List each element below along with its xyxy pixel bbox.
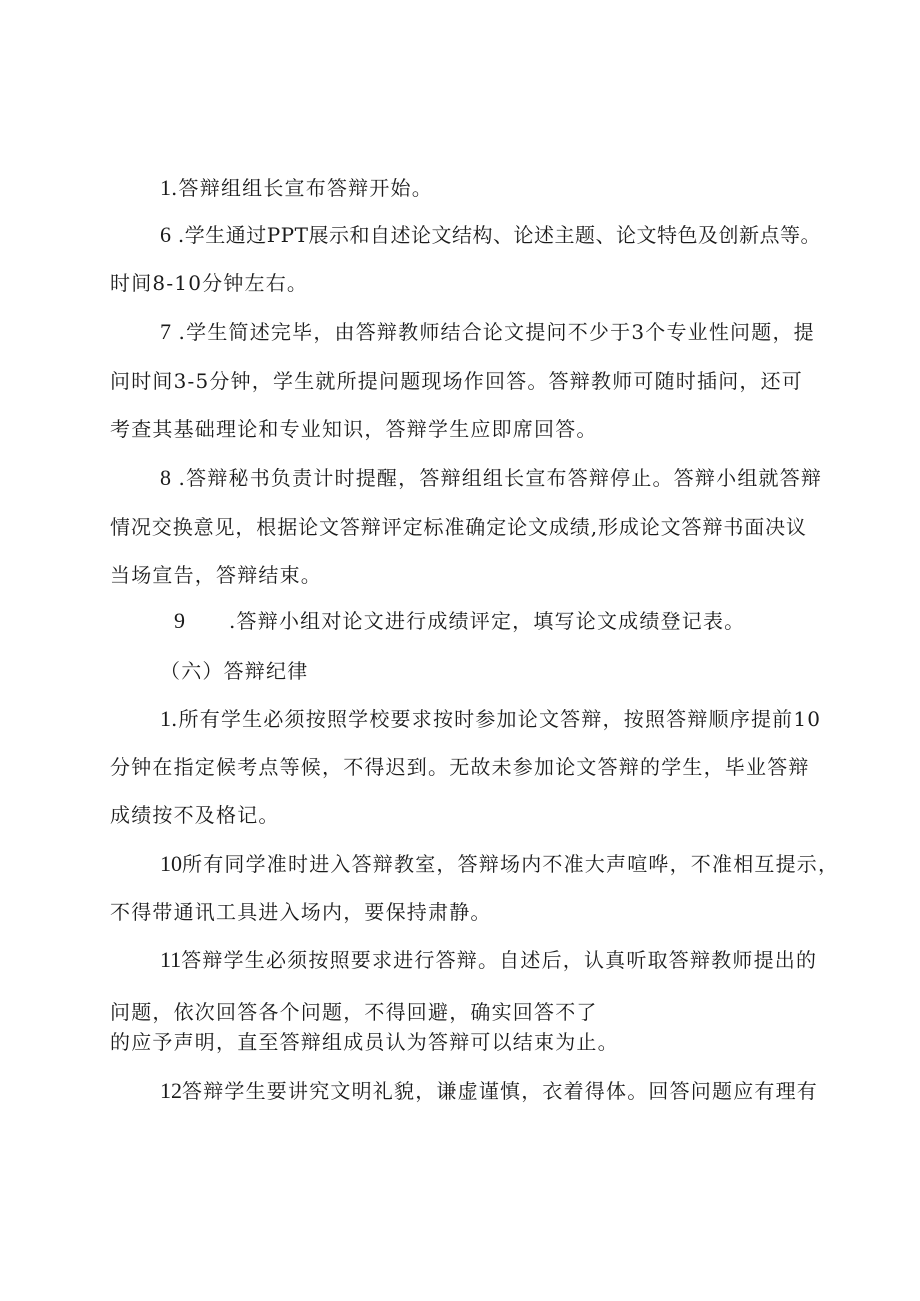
rule-text: 答辩学生必须按照要求进行答辩。自述后，认真听取答辩教师提出的	[181, 948, 818, 972]
rule-11-continuation-1: 问题，依次回答各个问题，不得回避，确实回答不了	[110, 1000, 598, 1024]
item-6	[160, 221, 821, 249]
rule-number: 11	[160, 947, 182, 972]
item-1	[160, 174, 433, 202]
rule-10	[160, 850, 839, 878]
rule-text: .所有学生必须按照学校要求按时参加论文答辩，按照答辩顺序提前10	[171, 707, 822, 731]
item-text: .学生简述完毕，由答辩教师结合论文提问不少于3个专业性问题，提	[171, 320, 815, 344]
rule-12	[160, 1077, 818, 1105]
item-7-continuation-1: 问时间3-5分钟，学生就所提问题现场作回答。答辩教师可随时插问，还可	[110, 369, 804, 393]
item-number: 7	[160, 319, 171, 344]
rule-text: 答辩学生要讲究文明礼貌，谦虚谨慎，衣着得体。回答问题应有理有	[182, 1079, 818, 1103]
rule-11-continuation-2: 的应予声明，直至答辩组成员认为答辩可以结束为止。	[110, 1030, 619, 1054]
item-6-continuation: 时间8-10分钟左右。	[110, 271, 309, 295]
rule-number: 12	[160, 1078, 182, 1103]
item-8-continuation-1: 情况交换意见，根据论文答辩评定标准确定论文成绩,形成论文答辩书面决议	[110, 515, 807, 539]
section-title: （六）答辩纪律	[160, 659, 309, 683]
item-number: 6	[160, 222, 171, 247]
item-7-continuation-2: 考查其基础理论和专业知识，答辩学生应即席回答。	[110, 417, 598, 441]
item-number: 9	[174, 608, 185, 633]
item-8	[160, 464, 822, 492]
item-text: .答辩秘书负责计时提醒，答辩组组长宣布答辩停止。答辩小组就答辩	[171, 466, 823, 490]
item-7	[160, 318, 815, 346]
item-number: 8	[160, 465, 171, 490]
rule-number: 10	[160, 851, 182, 876]
rule-text: 所有同学准时进入答辩教室，答辩场内不准大声喧哗，不准相互提示，	[182, 852, 840, 876]
rule-1-continuation-2: 成绩按不及格记。	[110, 803, 280, 827]
item-9	[174, 607, 745, 635]
item-text: .答辩小组对论文进行成绩评定，填写论文成绩登记表。	[229, 609, 746, 633]
item-text: .答辩组组长宣布答辩开始。	[171, 176, 433, 200]
item-8-continuation-2: 当场宣告，答辩结束。	[110, 563, 322, 587]
rule-1	[160, 705, 821, 733]
rule-number: 1	[160, 706, 171, 731]
rule-11	[160, 946, 817, 974]
rule-1-continuation-1: 分钟在指定候考点等候，不得迟到。无故未参加论文答辩的学生，毕业答辩	[110, 755, 810, 779]
item-text: .学生通过PPT展示和自述论文结构、论述主题、论文特色及创新点等。	[171, 223, 821, 247]
item-number: 1	[160, 175, 171, 200]
rule-10-continuation: 不得带通讯工具进入场内，要保持肃静。	[110, 900, 492, 924]
